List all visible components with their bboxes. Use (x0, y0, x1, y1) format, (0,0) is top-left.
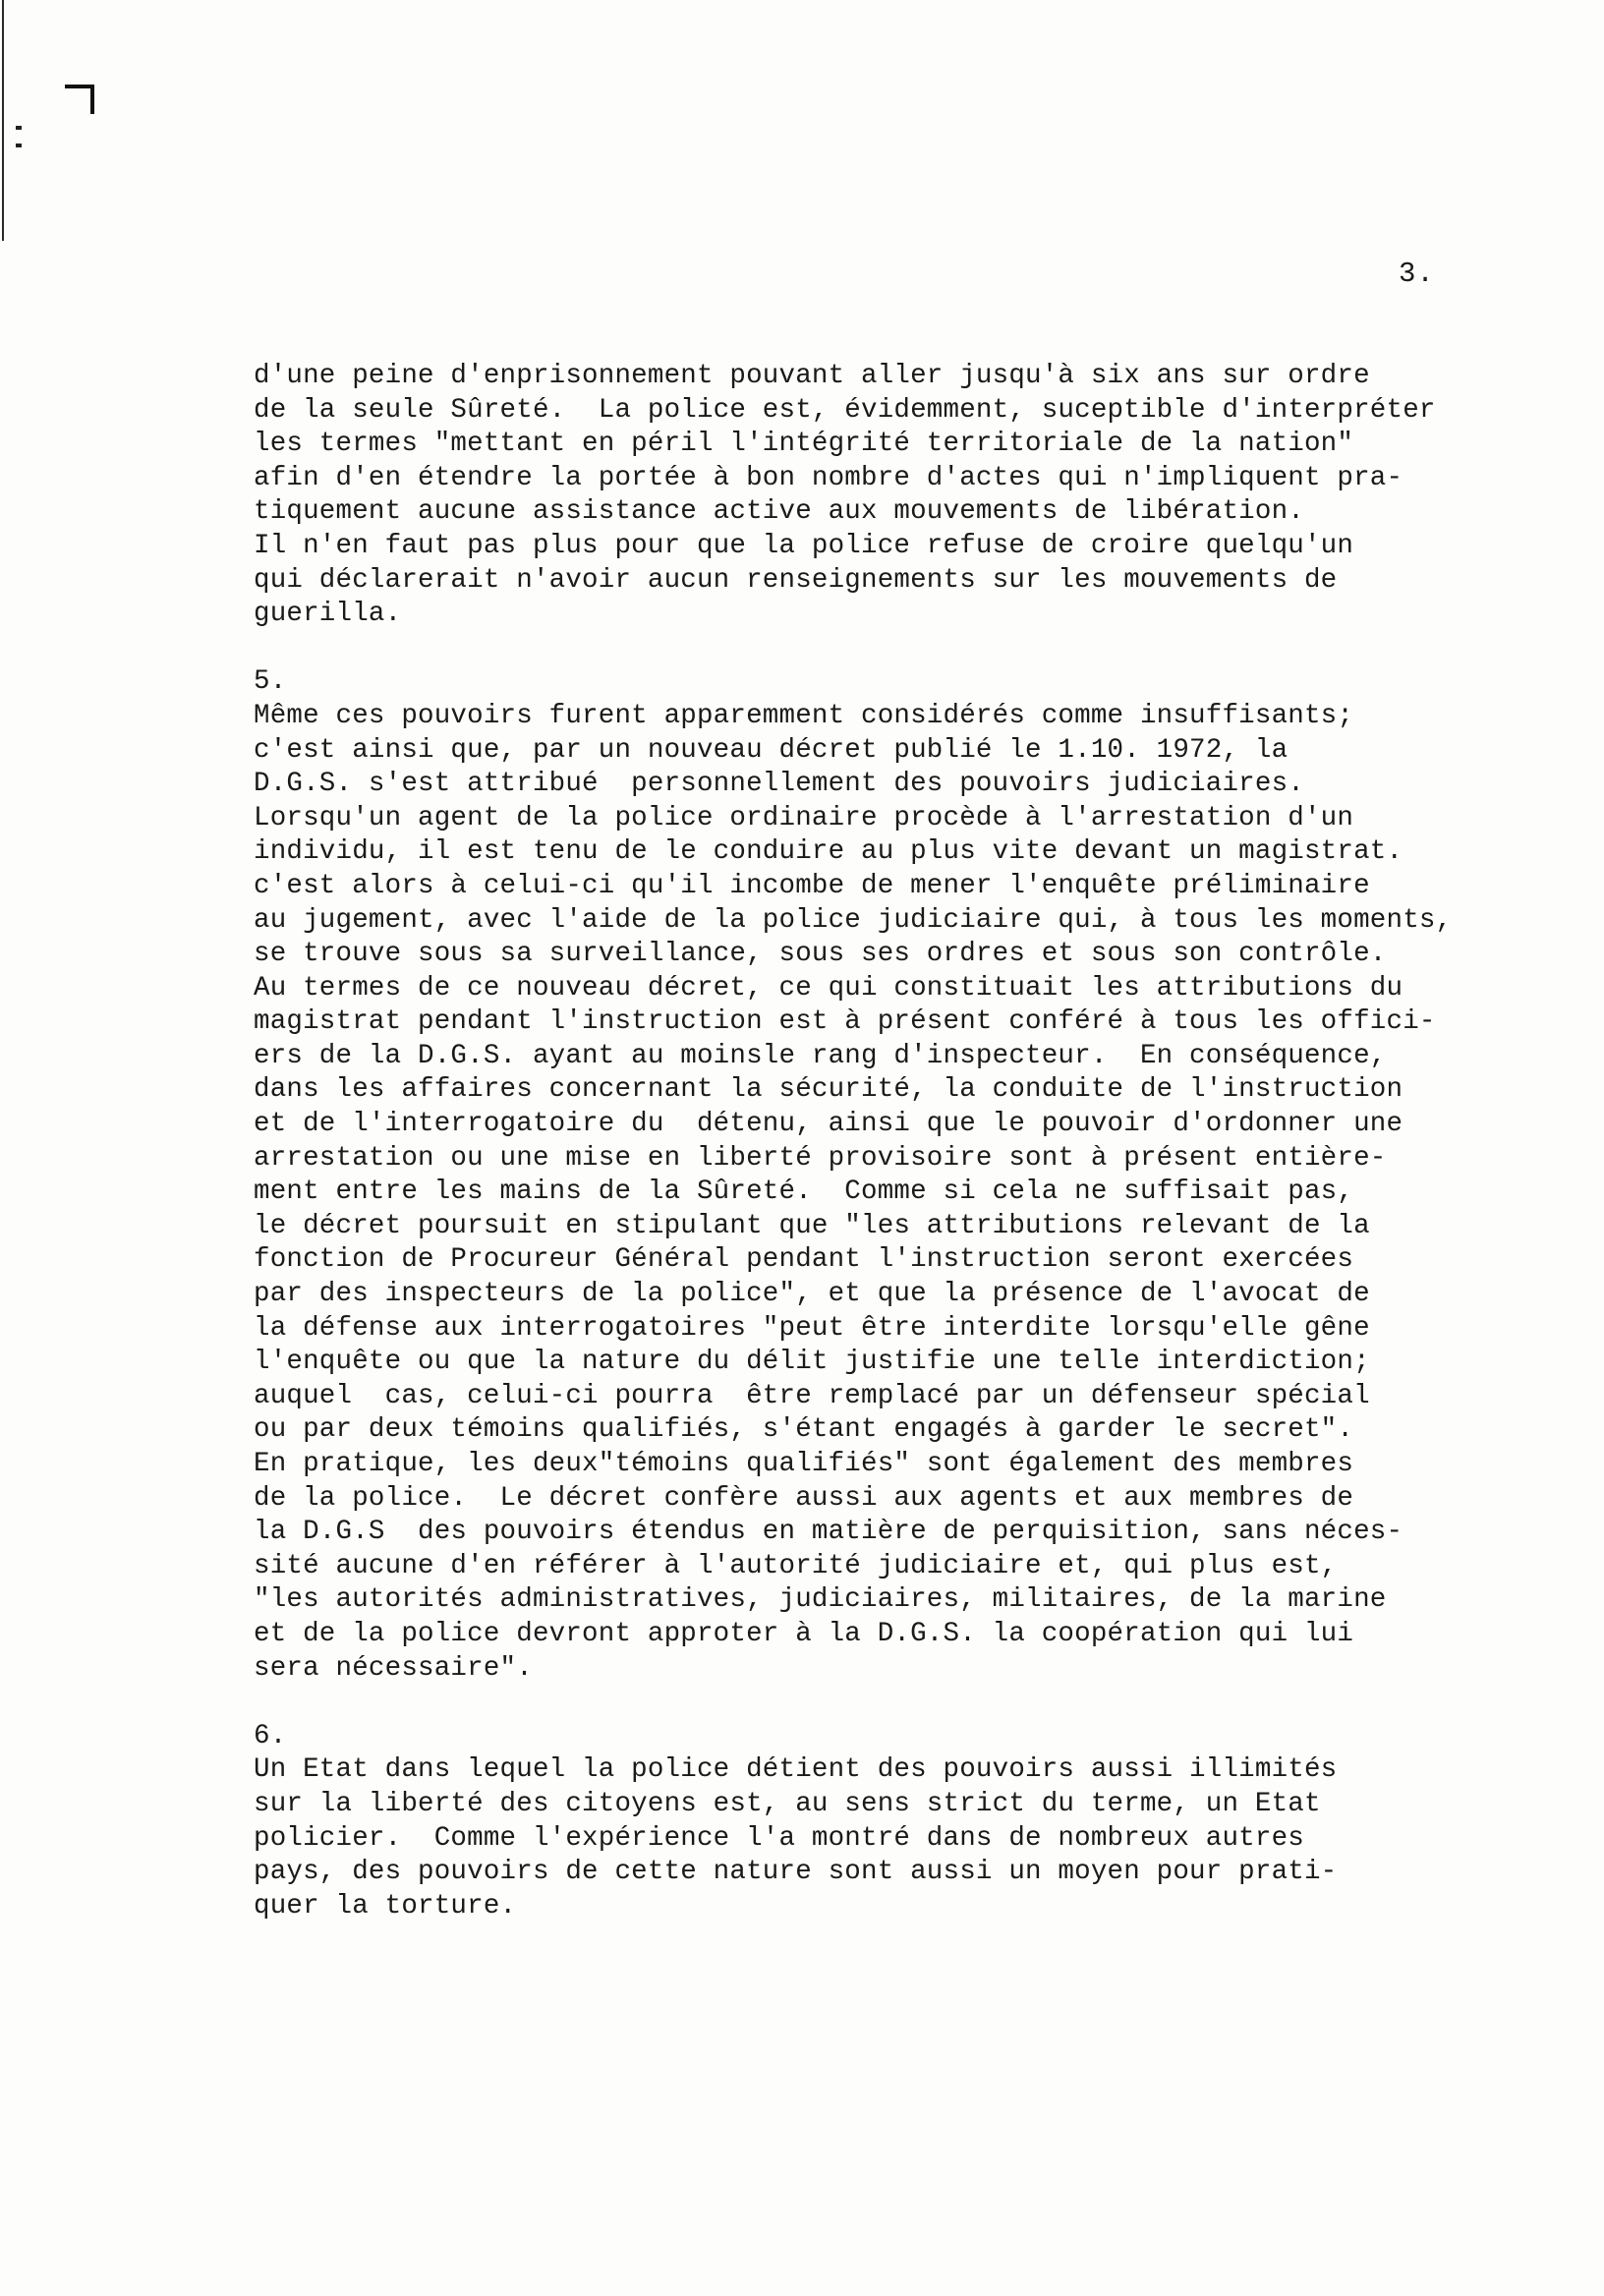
text-line: l'enquête ou que la nature du délit justifie une telle interdiction; (254, 1347, 1370, 1378)
text-line: guerilla. (254, 599, 402, 630)
text-line: tiquement aucune assistance active aux mouvements de libération. (254, 496, 1304, 528)
text-line: policier. Comme l'expérience l'a montré dans de nombreux autres (254, 1822, 1304, 1854)
text-line: sité aucune d'en référer à l'autorité judiciaire et, qui plus est, (254, 1550, 1338, 1581)
text-line: magistrat pendant l'instruction est à présent conféré à tous les offici- (254, 1006, 1436, 1038)
text-line: "les autorités administratives, judiciaires, militaires, de la marine (254, 1584, 1387, 1616)
text-line: Lorsqu'un agent de la police ordinaire procède à l'arrestation d'un (254, 802, 1354, 833)
text-line: individu, il est tenu de le conduire au plus vite devant un magistrat. (254, 836, 1404, 868)
text-line: pays, des pouvoirs de cette nature sont aussi un moyen pour prati- (254, 1857, 1338, 1888)
text-line: auquel cas, celui-ci pourra être remplacé par un défenseur spécial (254, 1380, 1370, 1411)
page-number: 3. (1399, 258, 1435, 290)
paragraph (254, 1720, 1531, 1924)
text-line: au jugement, avec l'aide de la police judiciaire qui, à tous les moments, (254, 904, 1453, 936)
text-line: c'est alors à celui-ci qu'il incombe de mener l'enquête préliminaire (254, 870, 1370, 901)
left-margin-rule (2, 0, 4, 241)
text-line: En pratique, les deux"témoins qualifiés" sont également des membres (254, 1449, 1354, 1479)
text-line: Même ces pouvoirs furent apparemment considérés comme insuffisants; (254, 700, 1354, 731)
text-line: la D.G.S des pouvoirs étendus en matière de perquisition, sans néces- (254, 1517, 1404, 1548)
text-line: Un Etat dans lequel la police détient des pouvoirs aussi illimités (254, 1754, 1338, 1786)
text-line: et de l'interrogatoire du détenu, ainsi que le pouvoir d'ordonner une (254, 1109, 1404, 1140)
text-line: ment entre les mains de la Sûreté. Comme si cela ne suffisait pas, (254, 1177, 1354, 1208)
text-line: par des inspecteurs de la police", et que la présence de l'avocat de (254, 1279, 1370, 1310)
paragraph (254, 360, 1531, 632)
text-line: de la seule Sûreté. La police est, évidemment, suceptible d'interpréter (254, 394, 1436, 426)
text-line: et de la police devront approter à la D.G.S. la coopération qui lui (254, 1618, 1354, 1649)
paragraph (254, 665, 1531, 1686)
paragraph-gap (254, 632, 1531, 666)
text-line: de la police. Le décret confère aussi aux agents et aux membres de (254, 1482, 1354, 1514)
text-line: ers de la D.G.S. ayant au moinsle rang d'inspecteur. En conséquence, (254, 1040, 1387, 1071)
text-line: afin d'en étendre la portée à bon nombre d'actes qui n'impliquent pra- (254, 462, 1404, 493)
text-line: Il n'en faut pas plus pour que la police refuse de croire quelqu'un (254, 530, 1354, 561)
text-line: dans les affaires concernant la sécurité, la conduite de l'instruction (254, 1074, 1404, 1106)
text-line: d'une peine d'enprisonnement pouvant aller jusqu'à six ans sur ordre (254, 361, 1370, 391)
body-text (254, 360, 1531, 1923)
text-line: sera nécessaire". (254, 1652, 533, 1684)
text-line: c'est ainsi que, par un nouveau décret publié le 1.10. 1972, la (254, 734, 1289, 766)
punch-mark (16, 144, 22, 147)
punch-mark (16, 126, 22, 130)
text-line: Au termes de ce nouveau décret, ce qui constituait les attributions du (254, 972, 1404, 1004)
text-line: sur la liberté des citoyens est, au sens strict du terme, un Etat (254, 1788, 1321, 1819)
text-line: les termes "mettant en péril l'intégrité territoriale de la nation" (254, 429, 1354, 460)
text-line: ou par deux témoins qualifiés, s'étant engagés à garder le secret". (254, 1414, 1354, 1446)
corner-mark (65, 85, 94, 114)
text-line: qui déclarerait n'avoir aucun renseignements sur les mouvements de (254, 564, 1338, 596)
text-line: quer la torture. (254, 1890, 517, 1922)
paragraph-number: 5. (254, 666, 287, 698)
text-line: D.G.S. s'est attribué personnellement des pouvoirs judiciaires. (254, 769, 1304, 800)
text-line: arrestation ou une mise en liberté provisoire sont à présent entière- (254, 1142, 1387, 1174)
text-line: la défense aux interrogatoires "peut être interdite lorsqu'elle gêne (254, 1312, 1370, 1344)
paragraph-number: 6. (254, 1720, 287, 1751)
text-line: fonction de Procureur Général pendant l'instruction seront exercées (254, 1244, 1354, 1276)
text-line: le décret poursuit en stipulant que "les attributions relevant de la (254, 1210, 1370, 1241)
text-line: se trouve sous sa surveillance, sous ses ordres et sous son contrôle. (254, 939, 1387, 970)
paragraph-gap (254, 1686, 1531, 1720)
